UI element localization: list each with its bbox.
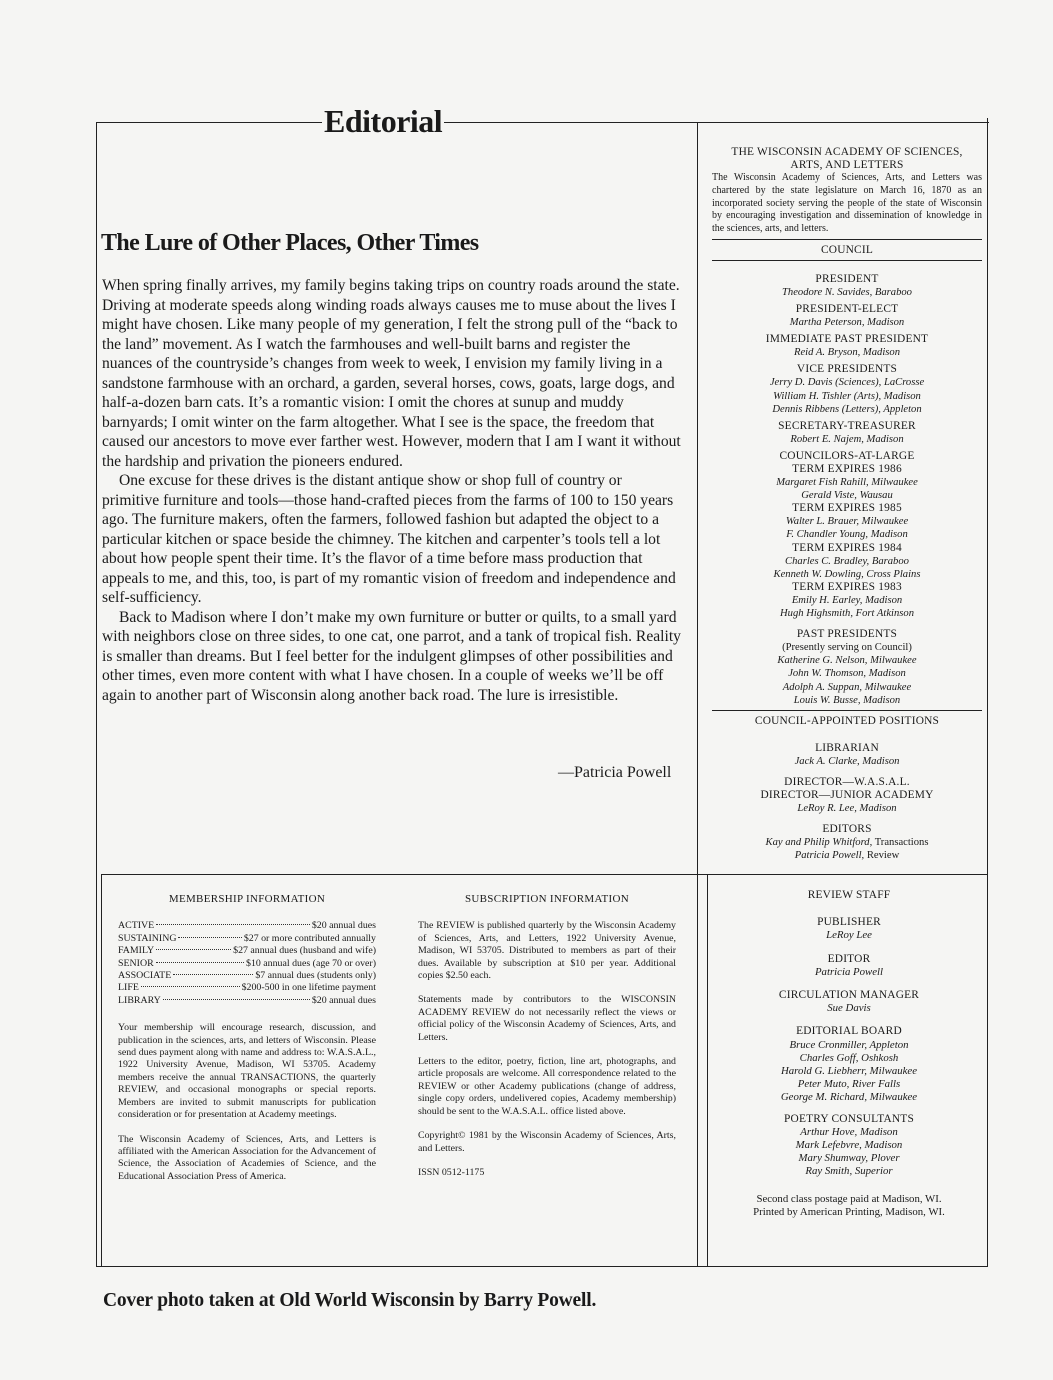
dues-row (118, 982, 376, 994)
dues-row (118, 958, 376, 970)
dues-amount: $10 annual dues (age 70 or over) (246, 957, 376, 969)
column-divider-inner (707, 874, 708, 1267)
editors-line (712, 849, 982, 862)
role-title: EDITOR (827, 952, 871, 965)
masthead: Editorial (324, 103, 443, 139)
membership-paragraph: The Wisconsin Academy of Sciences, Arts, and Letters is affiliated with the American Association for the Advancement of Science, the Association of Academies of Science, and the Educational Association Press of America. (118, 1133, 376, 1182)
role-title: POETRY CONSULTANTS (783, 1112, 914, 1125)
dues-amount: $200-500 in one lifetime payment (241, 982, 376, 994)
subscription-paragraph: Letters to the editor, poetry, fiction, line art, photographs, and article proposals are welcome. All correspondence related to the REVIEW or other Academy publications (change of address, single copy orders, undelivered copies, Academy membership) should be sent to the W.A.S.A.L. office listed above. (418, 1056, 676, 1117)
member-name: Reid A. Bryson, Madison (793, 347, 901, 359)
role-title: PRESIDENT (815, 272, 879, 285)
box-left-rule (101, 874, 102, 1267)
dues-row (118, 920, 376, 932)
member-name: Martha Peterson, Madison (789, 317, 905, 329)
member-name: Louis W. Busse, Madison (793, 694, 901, 706)
member-name: Patricia Powell (814, 965, 884, 978)
member-name: Mark Lefebvre, Madison (795, 1139, 903, 1152)
dues-row (118, 933, 376, 945)
member-name: Charles Goff, Oshkosh (799, 1051, 899, 1064)
issn: ISSN 0512-1175 (418, 1166, 485, 1178)
dues-amount: $20 annual dues (311, 920, 376, 932)
member-name: Emily H. Earley, Madison (791, 594, 903, 606)
term-title: TERM EXPIRES 1984 (792, 541, 902, 554)
member-name: Jack A. Clarke, Madison (794, 755, 900, 767)
council-heading: COUNCIL (820, 243, 874, 256)
staff-heading: REVIEW STAFF (807, 889, 891, 901)
role-title: DIRECTOR—W.A.S.A.L. (784, 775, 910, 788)
dues-row (118, 995, 376, 1007)
member-name: Gerald Viste, Wausau (801, 490, 893, 502)
role-title: IMMEDIATE PAST PRESIDENT (765, 333, 929, 346)
role-title: DIRECTOR—JUNIOR ACADEMY (760, 789, 934, 802)
term-title: TERM EXPIRES 1985 (792, 502, 902, 515)
role-title: PRESIDENT-ELECT (795, 302, 899, 315)
member-name: Dennis Ribbens (Letters), Appleton (772, 403, 922, 415)
academy-name: THE WISCONSIN ACADEMY OF SCIENCES, (731, 146, 963, 158)
subscription-heading: SUBSCRIPTION INFORMATION (465, 893, 629, 905)
academy-name: ARTS, AND LETTERS (790, 159, 904, 172)
member-name: William H. Tishler (Arts), Madison (773, 390, 921, 402)
dues-label: SUSTAINING (118, 932, 177, 944)
member-name: John W. Thomson, Madison (788, 668, 906, 680)
term-title: TERM EXPIRES 1983 (792, 580, 902, 593)
article-paragraph: Back to Madison where I don’t make my own furniture or butter or quilts, to a small yard with neighbors close on three sides, to one cat, one parrot, and a tank of tropical fish. Reality is smaller than dreams. But I feel better for the indulgent glimpses of other possibilities and other times, even more content with what I have chosen. In a couple of weeks we’ll be off again to another part of Wisconsin along another back road. The lure is irresistible. (102, 608, 681, 704)
dues-label: SENIOR (118, 957, 154, 969)
divider (712, 239, 982, 240)
dues-label: ACTIVE (118, 920, 155, 932)
member-name: Katherine G. Nelson, Milwaukee (777, 655, 917, 667)
role-title: PAST PRESIDENTS (796, 628, 898, 641)
member-name: F. Chandler Young, Madison (786, 529, 908, 541)
dues-amount: $7 annual dues (students only) (255, 970, 376, 982)
membership-heading: MEMBERSHIP INFORMATION (168, 893, 326, 905)
member-name: Ray Smith, Superior (805, 1165, 893, 1178)
dues-row (118, 970, 376, 982)
member-name: Hugh Highsmith, Fort Atkinson (780, 608, 914, 620)
member-name: LeRoy R. Lee, Madison (797, 803, 897, 815)
dues-amount: $20 annual dues (311, 994, 376, 1006)
article-paragraph: When spring finally arrives, my family begins taking trips on country roads around the state. Driving at moderate speeds along winding roads always causes me to muse about the lives I might have chosen. Like many people of my generation, I felt the strong pull of the “back to the land” movement. As I watch the farmhouses and well-built barns and register the nuances of the countryside’s changes from week to week, I envision my family living in a sandstone farmhouse with an orchard, a garden, several horses, cows, goats, large dogs, and half-a-dozen barn cats. It’s a romantic vision: I omit the chores at sunup and muddy barnyards; I omit winter on the farm altogether. What I see is the space, the freedom that caused our ancestors to move ever farther west. However, modern that I am I want it without the hardship and privation the pioneers endured. (102, 277, 681, 470)
academy-intro: The Wisconsin Academy of Sciences, Arts, and Letters was chartered by the state legislature on March 16, 1870 as an incorporated society serving the people of the state of Wisconsin by encouraging investigation and dissemination of knowledge in the sciences, arts, and letters. (712, 172, 982, 234)
role-title: VICE PRESIDENTS (796, 363, 898, 376)
article-body (102, 276, 682, 705)
role-title: SECRETARY-TREASURER (778, 419, 916, 432)
role-title: PUBLISHER (817, 916, 881, 929)
editors-line (712, 836, 982, 849)
member-name: Walter L. Brauer, Milwaukee (785, 516, 909, 528)
dues-amount: $27 annual dues (husband and wife) (233, 945, 376, 957)
member-name: Charles C. Bradley, Baraboo (785, 555, 909, 567)
member-name: Adolph A. Suppan, Milwaukee (782, 681, 912, 693)
member-name: Margaret Fish Rahill, Milwaukee (776, 477, 918, 489)
dues-label: LIBRARY (118, 994, 161, 1006)
member-name: George M. Richard, Milwaukee (780, 1091, 918, 1104)
member-name: Peter Muto, River Falls (797, 1078, 901, 1091)
subscription-paragraph: The REVIEW is published quarterly by the Wisconsin Academy of Sciences, Arts, and Letters, 1922 University Avenue, Madison, WI 53705. Distributed to members as part of their dues. Available by subscription at $10 per year. Additional copies $2.50 each. (418, 920, 676, 982)
printer-note: Printed by American Printing, Madison, WI. (753, 1205, 945, 1218)
member-name: Bruce Cronmiller, Appleton (789, 1038, 909, 1051)
dues-amount: $27 or more contributed annually (243, 932, 376, 944)
article-paragraph: One excuse for these drives is the distant antique show or shop full of country or primitive furniture and tools—those hand-crafted pieces from the farms of 100 to 150 years ago. The furniture makers, often the farmers, followed fashion but adapted the object to a particular kitchen or space beside the chimney. The kitchen and carpenter’s tools tell a lot about how people spent their time. It’s the flavor of a time before mass production that appeals to me, and this, too, is part of my romantic vision of freedom and independence and self-sufficiency. (102, 472, 676, 606)
publication-name: Transactions (872, 837, 929, 849)
past-presidents-note: (Presently serving on Council) (782, 642, 912, 654)
cover-credit: Cover photo taken at Old World Wisconsin by Barry Powell. (103, 1290, 597, 1311)
academy-column (712, 146, 982, 863)
dues-label: LIFE (118, 982, 139, 994)
member-name: Patricia Powell, (794, 850, 865, 862)
member-name: Jerry D. Davis (Sciences), LaCrosse (769, 377, 925, 389)
article-headline: The Lure of Other Places, Other Times (101, 230, 479, 256)
role-title: CIRCULATION MANAGER (778, 989, 920, 1002)
column-divider (697, 122, 698, 1267)
term-title: TERM EXPIRES 1986 (792, 463, 902, 476)
role-title: EDITORIAL BOARD (796, 1025, 902, 1038)
divider (712, 260, 982, 261)
top-rule (96, 122, 989, 123)
role-title: COUNCILORS-AT-LARGE (779, 449, 915, 462)
member-name: LeRoy Lee (826, 929, 872, 942)
subscription-paragraph: Copyright© 1981 by the Wisconsin Academy of Sciences, Arts, and Letters. (418, 1130, 676, 1154)
member-name: Kenneth W. Dowling, Cross Plains (773, 568, 921, 580)
middle-rule (101, 874, 987, 875)
postage-note: Second class postage paid at Madison, WI. (756, 1192, 942, 1205)
member-name: Arthur Hove, Madison (800, 1125, 898, 1138)
dues-label: FAMILY (118, 945, 155, 957)
signature: —Patricia Powell (558, 764, 672, 781)
member-name: Kay and Philip Whitford, (765, 837, 873, 849)
role-title: LIBRARIAN (815, 741, 879, 754)
subscription-info (418, 893, 676, 1179)
left-rule (96, 122, 97, 1267)
member-name: Sue Davis (827, 1002, 871, 1015)
review-staff (727, 889, 971, 1219)
member-name: Robert E. Najem, Madison (790, 433, 904, 445)
member-name: Theodore N. Savides, Baraboo (782, 286, 912, 298)
member-name: Harold G. Liebherr, Milwaukee (780, 1065, 918, 1078)
dues-list (118, 920, 376, 1007)
dues-label: ASSOCIATE (118, 970, 172, 982)
membership-info (118, 893, 376, 1183)
subscription-paragraph: Statements made by contributors to the WISCONSIN ACADEMY REVIEW do not necessarily reflect the views or official policy of the Wisconsin Academy of Sciences, Arts, and Letters. (418, 994, 676, 1043)
publication-name: Review (864, 850, 900, 862)
role-title: EDITORS (822, 823, 872, 836)
bottom-rule (96, 1266, 988, 1267)
right-rule (987, 118, 988, 1267)
dues-row (118, 945, 376, 957)
member-name: Mary Shumway, Plover (798, 1152, 900, 1165)
membership-paragraph: Your membership will encourage research, discussion, and publication in the sciences, arts, and letters of Wisconsin. Please send dues payment along with name and address to: W.A.S.A.L., 1922 University Avenue, Madison, WI 53705. Academy members receive the annual TRANSACTIONS, the quarterly REVIEW, and occasional monographs or special reports. Members are invited to submit manuscripts for publication consideration or for presentation at Academy meetings. (118, 1022, 376, 1121)
divider (712, 710, 982, 711)
council-appointed-heading: COUNCIL-APPOINTED POSITIONS (754, 714, 940, 727)
